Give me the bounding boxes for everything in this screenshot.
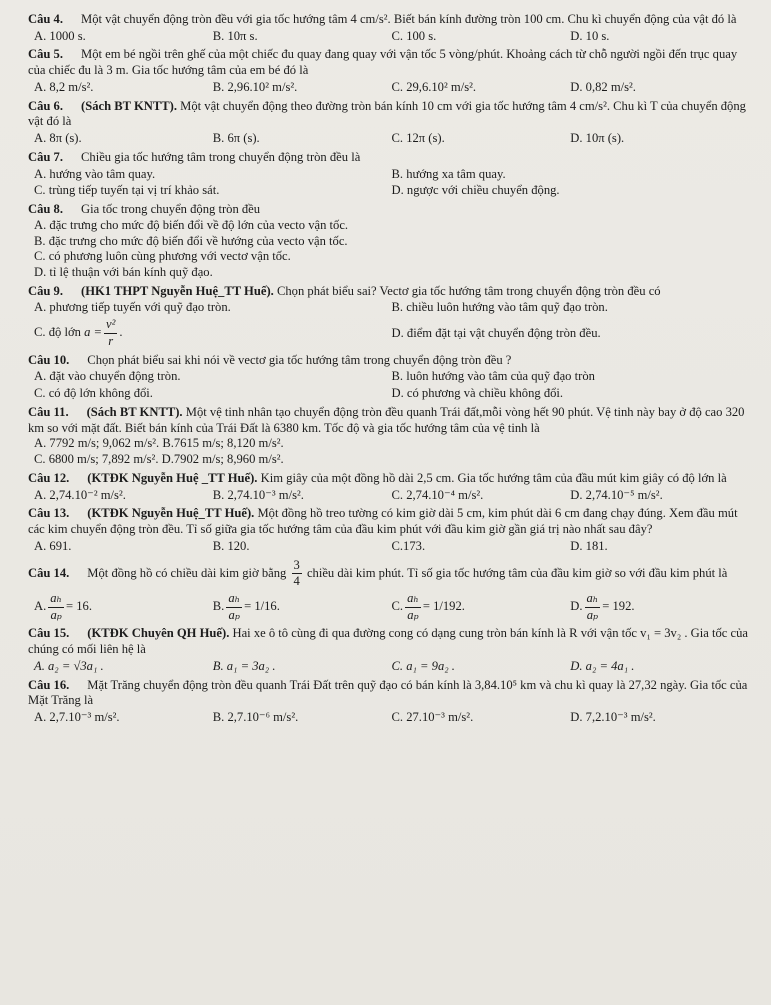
option-b[interactable]: B. 6π (s). xyxy=(212,131,260,146)
ratio-fraction xyxy=(405,591,421,623)
formula-lhs: a = xyxy=(84,325,103,340)
question-9 xyxy=(28,284,749,350)
question-number: Câu 14. xyxy=(28,565,70,580)
question-number: Câu 10. xyxy=(28,352,70,367)
question-stem: Chiều gia tốc hướng tâm trong chuyển động tròn đều là xyxy=(81,149,361,164)
fraction-denominator: aₚ xyxy=(586,607,599,622)
option-d[interactable] xyxy=(570,591,749,623)
question-12 xyxy=(28,471,749,503)
option-d[interactable]: D. có phương và chiều không đổi. xyxy=(391,386,564,401)
fraction-denominator: aₚ xyxy=(228,607,240,622)
question-number: Câu 12. xyxy=(28,470,70,485)
option-a[interactable]: A. đặc trưng cho mức độ biến đổi về độ lớn của vecto vận tốc. xyxy=(34,217,349,232)
option-a[interactable]: A. 8,2 m/s². xyxy=(34,79,94,94)
fraction-numerator: aₕ xyxy=(48,591,64,608)
option-rhs: = 1/192. xyxy=(422,599,465,614)
question-number: Câu 16. xyxy=(28,677,70,692)
fraction-numerator: 3 xyxy=(292,558,302,575)
option-b[interactable]: B. hướng xa tâm quay. xyxy=(391,166,506,181)
question-13 xyxy=(28,506,749,554)
option-a[interactable]: A. 2,74.10⁻² m/s². xyxy=(34,487,126,502)
option-label: A. xyxy=(34,599,47,614)
option-d[interactable]: D. 7,2.10⁻³ m/s². xyxy=(570,710,656,725)
option-d[interactable]: D. 10π (s). xyxy=(570,131,625,146)
question-source: (Sách BT KNTT). xyxy=(86,404,183,419)
option-c[interactable]: C. 12π (s). xyxy=(391,131,445,146)
option-d[interactable]: D. ngược với chiều chuyển động. xyxy=(391,183,560,198)
question-source: (Sách BT KNTT). xyxy=(81,98,177,113)
option-b[interactable] xyxy=(213,591,392,623)
question-stem-before: Một đồng hồ có chiều dài kim giờ bằng xyxy=(87,565,287,580)
question-number: Câu 8. xyxy=(28,202,63,217)
option-d[interactable]: D. 181. xyxy=(570,538,608,553)
formula-tail: . xyxy=(119,325,123,340)
option-label: B. xyxy=(212,599,225,614)
option-d[interactable]: D. điểm đặt tại vật chuyển động tròn đều. xyxy=(391,325,601,340)
option-a[interactable]: A. 1000 s. xyxy=(34,28,86,43)
question-11 xyxy=(28,405,749,468)
question-stem: Một em bé ngồi trên ghế của một chiếc đu quay đang quay với vận tốc 5 vòng/phút. Khoảng cách từ chỗ người ngồi đến trục quay của chiếc đu là 3 m. Gia tốc hướng tâm của em bé đó là xyxy=(28,47,738,78)
fraction-denominator: aₚ xyxy=(50,607,62,622)
question-number: Câu 7. xyxy=(28,149,63,164)
option-b[interactable]: B. 2,74.10⁻³ m/s². xyxy=(212,487,304,502)
option-b[interactable]: B. 10π s. xyxy=(212,28,258,43)
fraction-denominator: 4 xyxy=(293,574,300,589)
option-c[interactable]: C. có phương luôn cùng phương với vectơ vận tốc. xyxy=(34,249,291,264)
option-c[interactable]: C. a₁ = 9a₂ . xyxy=(391,658,455,673)
question-number: Câu 5. xyxy=(28,47,63,62)
question-stem: Gia tốc trong chuyển động tròn đều xyxy=(81,202,261,217)
question-7 xyxy=(28,150,749,199)
question-number: Câu 9. xyxy=(28,283,63,298)
option-a[interactable] xyxy=(34,591,213,623)
question-source: (KTĐK Nguyễn Huệ _TT Huế). xyxy=(87,470,258,485)
question-4 xyxy=(28,12,749,44)
question-source: (KTĐK Chuyên QH Huế). xyxy=(87,626,230,641)
question-8 xyxy=(28,202,749,281)
stem-fraction xyxy=(292,558,302,590)
option-rhs: = 192. xyxy=(602,599,635,614)
question-stem: Một vệ tinh nhân tạo chuyển động tròn đều quanh Trái đất,mỗi vòng hết 90 phút. Vệ tinh này bay ở độ cao 320 km so với mặt đất. Biết bán kính của Trái Đất là 6380 km. Tốc độ và gia tốc hướng tâm của vệ tinh là xyxy=(28,404,745,435)
option-b[interactable]: B. 120. xyxy=(212,538,250,553)
question-stem: Một đồng hồ treo tường có kim giờ dài 5 cm, kim phút dài 6 cm đang chạy đúng. Xem đầu mút các kim chuyển động tròn đều. Tỉ số giữa gia tốc hướng tâm của đầu kim phút với đầu kim giờ gần giá trị nào nhất sau đây? xyxy=(28,506,738,537)
option-b[interactable]: B. a₁ = 3a₂ . xyxy=(212,658,276,673)
option-a[interactable]: A. 2,7.10⁻³ m/s². xyxy=(34,710,120,725)
question-stem: Hai xe ô tô cùng đi qua đường cong có dạng cung tròn bán kính là R với vận tốc v₁ = 3v₂ . Gia tốc của chúng có mối liên hệ là xyxy=(28,626,749,657)
option-rhs: = 16. xyxy=(66,599,92,614)
option-c[interactable]: C. có độ lớn không đổi. xyxy=(34,386,153,401)
option-c[interactable]: C. trùng tiếp tuyến tại vị trí khảo sát. xyxy=(34,183,220,198)
option-d[interactable]: D. 0,82 m/s². xyxy=(570,79,636,94)
ratio-fraction xyxy=(226,591,242,623)
question-10 xyxy=(28,353,749,402)
question-number: Câu 4. xyxy=(28,12,63,26)
question-15 xyxy=(28,626,749,674)
question-stem: Mặt Trăng chuyển động tròn đều quanh Trái Đất trên quỹ đạo có bán kính là 3,84.10⁵ km và chu kì quay là 27,32 ngày. Gia tốc của Mặt Trăng là xyxy=(28,677,748,708)
option-c[interactable]: C. 27.10⁻³ m/s². xyxy=(391,710,474,725)
option-b[interactable]: B. chiều luôn hướng vào tâm quỹ đạo tròn. xyxy=(391,300,608,315)
question-stem: Kim giây của một đồng hồ dài 2,5 cm. Gia tốc hướng tâm của đầu mút kim giây có độ lớn là xyxy=(260,470,727,485)
question-number: Câu 15. xyxy=(28,626,70,641)
question-stem: Một vật chuyển động tròn đều với gia tốc hướng tâm 4 cm/s². Biết bán kính đường tròn 100 cm. Chu kì chuyển động của vật đó là xyxy=(81,12,737,26)
question-stem: Chọn phát biểu sai khi nói về vectơ gia tốc hướng tâm trong chuyển động tròn đều ? xyxy=(87,352,512,367)
option-b[interactable]: B. luôn hướng vào tâm của quỹ đạo tròn xyxy=(391,369,595,384)
option-c[interactable]: C.173. xyxy=(391,538,426,553)
question-stem-after: chiều dài kim phút. Tỉ số gia tốc hướng tâm của đầu kim giờ so với đầu kim phút là xyxy=(306,565,728,580)
ratio-fraction xyxy=(585,591,601,623)
question-source: (KTĐK Nguyễn Huệ_TT Huế). xyxy=(87,506,255,521)
option-c-label: C. độ lớn xyxy=(34,325,81,340)
option-b[interactable]: B. 2,96.10² m/s². xyxy=(212,79,298,94)
question-6 xyxy=(28,99,749,147)
option-d[interactable]: D. 10 s. xyxy=(570,28,610,43)
option-label: D. xyxy=(570,599,583,614)
option-a[interactable]: A. 691. xyxy=(34,538,72,553)
question-number: Câu 6. xyxy=(28,98,63,113)
option-b[interactable]: B. đặc trưng cho mức độ biến đổi về hướng của vecto vận tốc. xyxy=(34,233,348,248)
fraction-numerator: aₕ xyxy=(585,591,601,608)
question-number: Câu 11. xyxy=(28,404,69,419)
option-a[interactable]: A. đặt vào chuyển động tròn. xyxy=(34,369,181,384)
fraction-denominator: r xyxy=(108,333,114,348)
option-a[interactable]: A. hướng vào tâm quay. xyxy=(34,166,156,181)
option-c[interactable] xyxy=(392,591,571,623)
option-a[interactable]: A. 8π (s). xyxy=(34,131,82,146)
option-d[interactable]: D. tỉ lệ thuận với bán kính quỹ đạo. xyxy=(34,265,213,280)
option-rhs: = 1/16. xyxy=(244,599,280,614)
ratio-fraction xyxy=(48,591,64,623)
question-stem: Một vật chuyển động theo đường tròn bán kính 10 cm với gia tốc hướng tâm 4 cm/s². Chu kì T của chuyển động vật đó là xyxy=(28,98,746,129)
question-5 xyxy=(28,47,749,95)
option-label: C. xyxy=(391,599,404,614)
option-a[interactable]: A. a₂ = √3a₁ . xyxy=(34,658,104,673)
option-d[interactable]: D. a₂ = 4a₁ . xyxy=(570,658,635,673)
question-source: (HK1 THPT Nguyễn Huệ_TT Huế). xyxy=(81,283,274,298)
option-a[interactable]: A. phương tiếp tuyến với quỹ đạo tròn. xyxy=(34,300,231,315)
formula-fraction xyxy=(104,317,117,349)
fraction-numerator: v² xyxy=(104,317,117,334)
question-stem: Chọn phát biểu sai? Vectơ gia tốc hướng tâm trong chuyển động tròn đều có xyxy=(276,283,661,298)
fraction-numerator: aₕ xyxy=(226,591,242,608)
option-a-b[interactable]: A. 7792 m/s; 9,062 m/s². B.7615 m/s; 8,120 m/s². xyxy=(34,436,284,451)
question-14 xyxy=(28,558,749,624)
question-number: Câu 13. xyxy=(28,506,70,521)
option-c-d[interactable]: C. 6800 m/s; 7,892 m/s². D.7902 m/s; 8,960 m/s². xyxy=(34,452,284,467)
option-c[interactable] xyxy=(34,317,392,349)
option-c[interactable]: C. 2,74.10⁻⁴ m/s². xyxy=(391,487,484,502)
option-b[interactable]: B. 2,7.10⁻⁶ m/s². xyxy=(212,710,299,725)
fraction-numerator: aₕ xyxy=(405,591,421,608)
question-16 xyxy=(28,678,749,726)
fraction-denominator: aₚ xyxy=(407,607,419,622)
option-c[interactable]: C. 29,6.10² m/s². xyxy=(391,79,477,94)
option-c[interactable]: C. 100 s. xyxy=(391,28,437,43)
option-d[interactable]: D. 2,74.10⁻⁵ m/s². xyxy=(570,487,663,502)
